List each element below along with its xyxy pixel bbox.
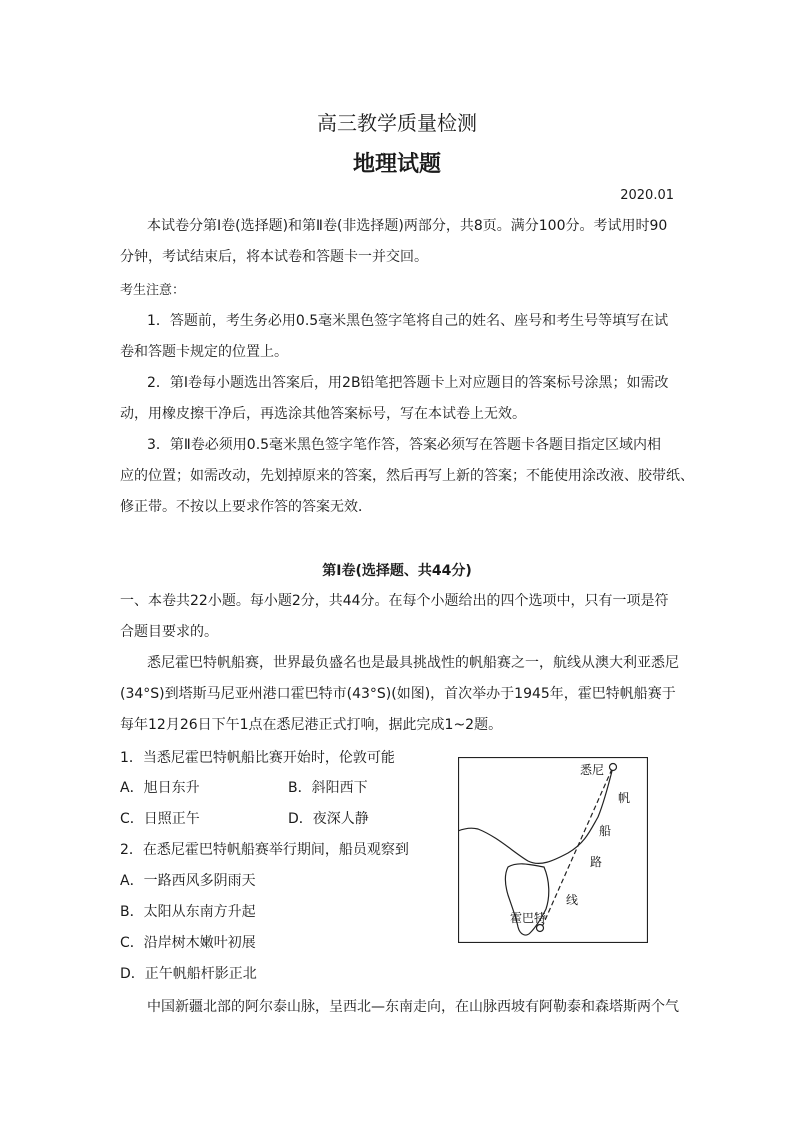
intro-line-2: 分钟，考试结束后，将本试卷和答题卡一并交回。 <box>120 249 428 265</box>
route-char: 路 <box>590 855 603 869</box>
intro-line-1: 本试卷分第Ⅰ卷(选择题)和第Ⅱ卷(非选择题)两部分，共8页。满分100分。考试用时90 <box>147 218 668 234</box>
hobart-label: 霍巴特 <box>510 911 547 925</box>
notice-line: 1．答题前，考生务必用0.5毫米黑色签字笔将自己的姓名、座号和考生号等填写在试 <box>147 313 669 329</box>
map-frame <box>459 758 648 943</box>
section-title: 第Ⅰ卷(选择题、共44分) <box>322 563 472 579</box>
exam-date: 2020.01 <box>620 188 674 203</box>
subject-title: 地理试题 <box>352 152 441 177</box>
page-title: 高三教学质量检测 <box>317 111 477 135</box>
notice-line: 3．第Ⅱ卷必须用0.5毫米黑色签字笔作答，答案必须写在答题卡各题目指定区域内相 <box>147 437 662 453</box>
section-intro-line: 合题目要求的。 <box>120 624 218 640</box>
notice-line: 卷和答题卡规定的位置上。 <box>120 344 288 360</box>
section-intro-line: 一、本卷共22小题。每小题2分，共44分。在每个小题给出的四个选项中，只有一项是符 <box>120 593 669 609</box>
question-2-stem: 2．在悉尼霍巴特帆船赛举行期间，船员观察到 <box>120 842 409 858</box>
question-1-option-d: D．夜深人静 <box>288 811 369 827</box>
question-1-stem: 1．当悉尼霍巴特帆船比赛开始时，伦敦可能 <box>120 750 395 766</box>
question-2-option-a: A．一路西风多阴雨天 <box>120 873 256 889</box>
hobart-marker <box>537 925 544 932</box>
question-1-option-a: A．旭日东升 <box>120 780 200 796</box>
notice-line: 2．第Ⅰ卷每小题选出答案后，用2B铅笔把答题卡上对应题目的答案标号涂黑；如需改 <box>147 375 669 391</box>
passage-line: 悉尼霍巴特帆船赛，世界最负盛名也是最具挑战性的帆船赛之一，航线从澳大利亚悉尼 <box>147 655 679 671</box>
passage-line: (34°S)到塔斯马尼亚州港口霍巴特市(43°S)(如图)，首次举办于1945年，霍巴特帆船赛于 <box>120 686 676 702</box>
sydney-marker <box>610 764 617 771</box>
question-2-option-c: C．沿岸树木嫩叶初展 <box>120 935 256 951</box>
question-1-option-b: B．斜阳西下 <box>288 780 368 796</box>
notice-line: 动，用橡皮擦干净后，再选涂其他答案标号，写在本试卷上无效。 <box>120 406 526 422</box>
question-2-option-d: D．正午帆船杆影正北 <box>120 966 257 982</box>
route-char: 线 <box>566 893 579 907</box>
sydney-label: 悉尼 <box>580 763 605 777</box>
question-2-option-b: B．太阳从东南方升起 <box>120 904 256 920</box>
sailing-route-map <box>458 757 648 943</box>
passage-line: 每年12月26日下午1点在悉尼港正式打响，据此完成1~2题。 <box>120 717 503 733</box>
notice-line: 应的位置；如需改动，先划掉原来的答案，然后再写上新的答案；不能使用涂改液、胶带纸、 <box>120 468 694 484</box>
map-figure <box>458 757 648 943</box>
notice-heading: 考生注意： <box>120 283 186 298</box>
question-1-option-c: C．日照正午 <box>120 811 200 827</box>
passage-2-line: 中国新疆北部的阿尔泰山脉，呈西北—东南走向，在山脉西坡有阿勒泰和森塔斯两个气 <box>147 999 679 1015</box>
notice-line: 修正带。不按以上要求作答的答案无效． <box>120 499 372 515</box>
route-char: 船 <box>599 824 612 838</box>
route-char: 帆 <box>618 791 631 805</box>
